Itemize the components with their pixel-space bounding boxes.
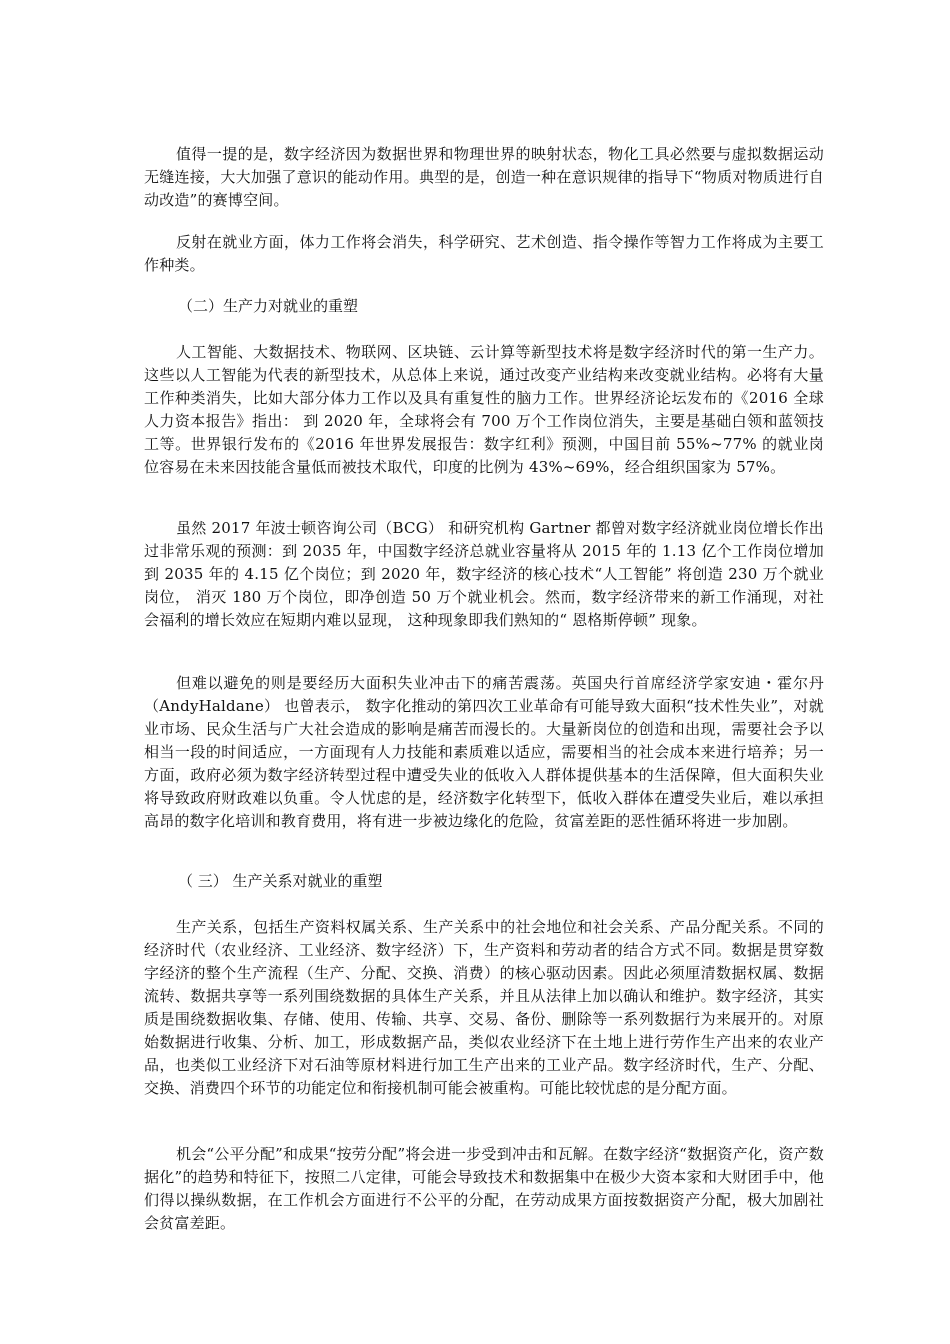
paragraph-unemployment-shock: 但难以避免的则是要经历大面积失业冲击下的痛苦震荡。英国央行首席经济学家安迪・霍尔丹（AndyHaldane） 也曾表示， 数字化推动的第四次工业革命有可能导致大面积“技术性失业”，对就业市场、民众生活与广大社会造成的影响是痛苦而漫长的。大量新岗位的创造和出现，需要社会予以相当一段的时间适应，一方面现有人力技能和素质难以适应，需要相当的社会成本来进行培养；另一方面，政府必须为数字经济转型过程中遭受失业的低收入人群体提供基本的生活保障，但大面积失业将导致政府财政难以负重。令人忧虑的是，经济数字化转型下，低收入群体在遭受失业后，难以承担高昂的数字化培训和教育费用，将有进一步被边缘化的危险，贫富差距的恶性循环将进一步加剧。 [144, 674, 824, 830]
paragraph-employment-reflection: 反射在就业方面，体力工作将会消失，科学研究、艺术创造、指令操作等智力工作将成为主要工作种类。 [144, 233, 824, 274]
paragraph-productivity: 人工智能、大数据技术、物联网、区块链、云计算等新型技术将是数字经济时代的第一生产力。这些以人工智能为代表的新型技术，从总体上来说，通过改变产业结构来改变就业结构。必将有大量工作种类消失，比如大部分体力工作以及具有重复性的脑力工作。世界经济论坛发布的《2016 全球人力资本报告》指出： 到 2020 年，全球将会有 700 万个工作岗位消失，主要是基础白领和蓝领技工等。世界银行发布的《2016 年世界发展报告：数字红利》预测，中国目前 55%~77% 的就业岗位容易在未来因技能含量低而被技术取代，印度的比例为 43%~69%，经合组织国家为 57%。 [144, 343, 824, 476]
paragraph-job-growth-forecast: 虽然 2017 年波士顿咨询公司（BCG） 和研究机构 Gartner 都曾对数字经济就业岗位增长作出过非常乐观的预测：到 2035 年，中国数字经济总就业容量将从 2015 年的 1.13 亿个工作岗位增加到 2035 年的 4.15 亿个岗位；到 2020 年，数字经济的核心技术“人工智能” 将创造 230 万个就业岗位， 消灭 180 万个岗位，即净创造 50 万个就业机会。然而，数字经济带来的新工作涌现，对社会福利的增长效应在短期内难以显现， 这种现象即我们熟知的“ 恩格斯停顿” 现象。 [144, 519, 824, 629]
section-heading-productivity: （二）生产力对就业的重塑 [178, 297, 359, 315]
paragraph-distribution: 机会“公平分配”和成果“按劳分配”将会进一步受到冲击和瓦解。在数字经济“数据资产化，资产数据化”的趋势和特征下，按照二八定律，可能会导致技术和数据集中在极少大资本家和大财团手中，他们得以操纵数据，在工作机会方面进行不公平的分配，在劳动成果方面按数据资产分配，极大加剧社会贫富差距。 [144, 1145, 824, 1232]
paragraph-cyber-space: 值得一提的是，数字经济因为数据世界和物理世界的映射状态，物化工具必然要与虚拟数据运动无缝连接，大大加强了意识的能动作用。典型的是，创造一种在意识规律的指导下“物质对物质进行自动改造”的赛博空间。 [144, 145, 824, 209]
section-heading-production-relations: （ 三） 生产关系对就业的重塑 [178, 872, 383, 890]
paragraph-production-relations: 生产关系，包括生产资料权属关系、生产关系中的社会地位和社会关系、产品分配关系。不同的经济时代（农业经济、工业经济、数字经济）下，生产资料和劳动者的结合方式不同。数据是贯穿数字经济的整个生产流程（生产、分配、交换、消费）的核心驱动因素。因此必须厘清数据权属、数据流转、数据共享等一系列围绕数据的具体生产关系，并且从法律上加以确认和维护。数字经济，其实质是围绕数据收集、存储、使用、传输、共享、交易、备份、删除等一系列数据行为来展开的。对原始数据进行收集、分析、加工，形成数据产品，类似农业经济下在土地上进行劳作生产出来的农业产品，也类似工业经济下对石油等原材料进行加工生产出来的工业产品。数字经济时代，生产、分配、交换、消费四个环节的功能定位和衔接机制可能会被重构。可能比较忧虑的是分配方面。 [144, 918, 824, 1097]
